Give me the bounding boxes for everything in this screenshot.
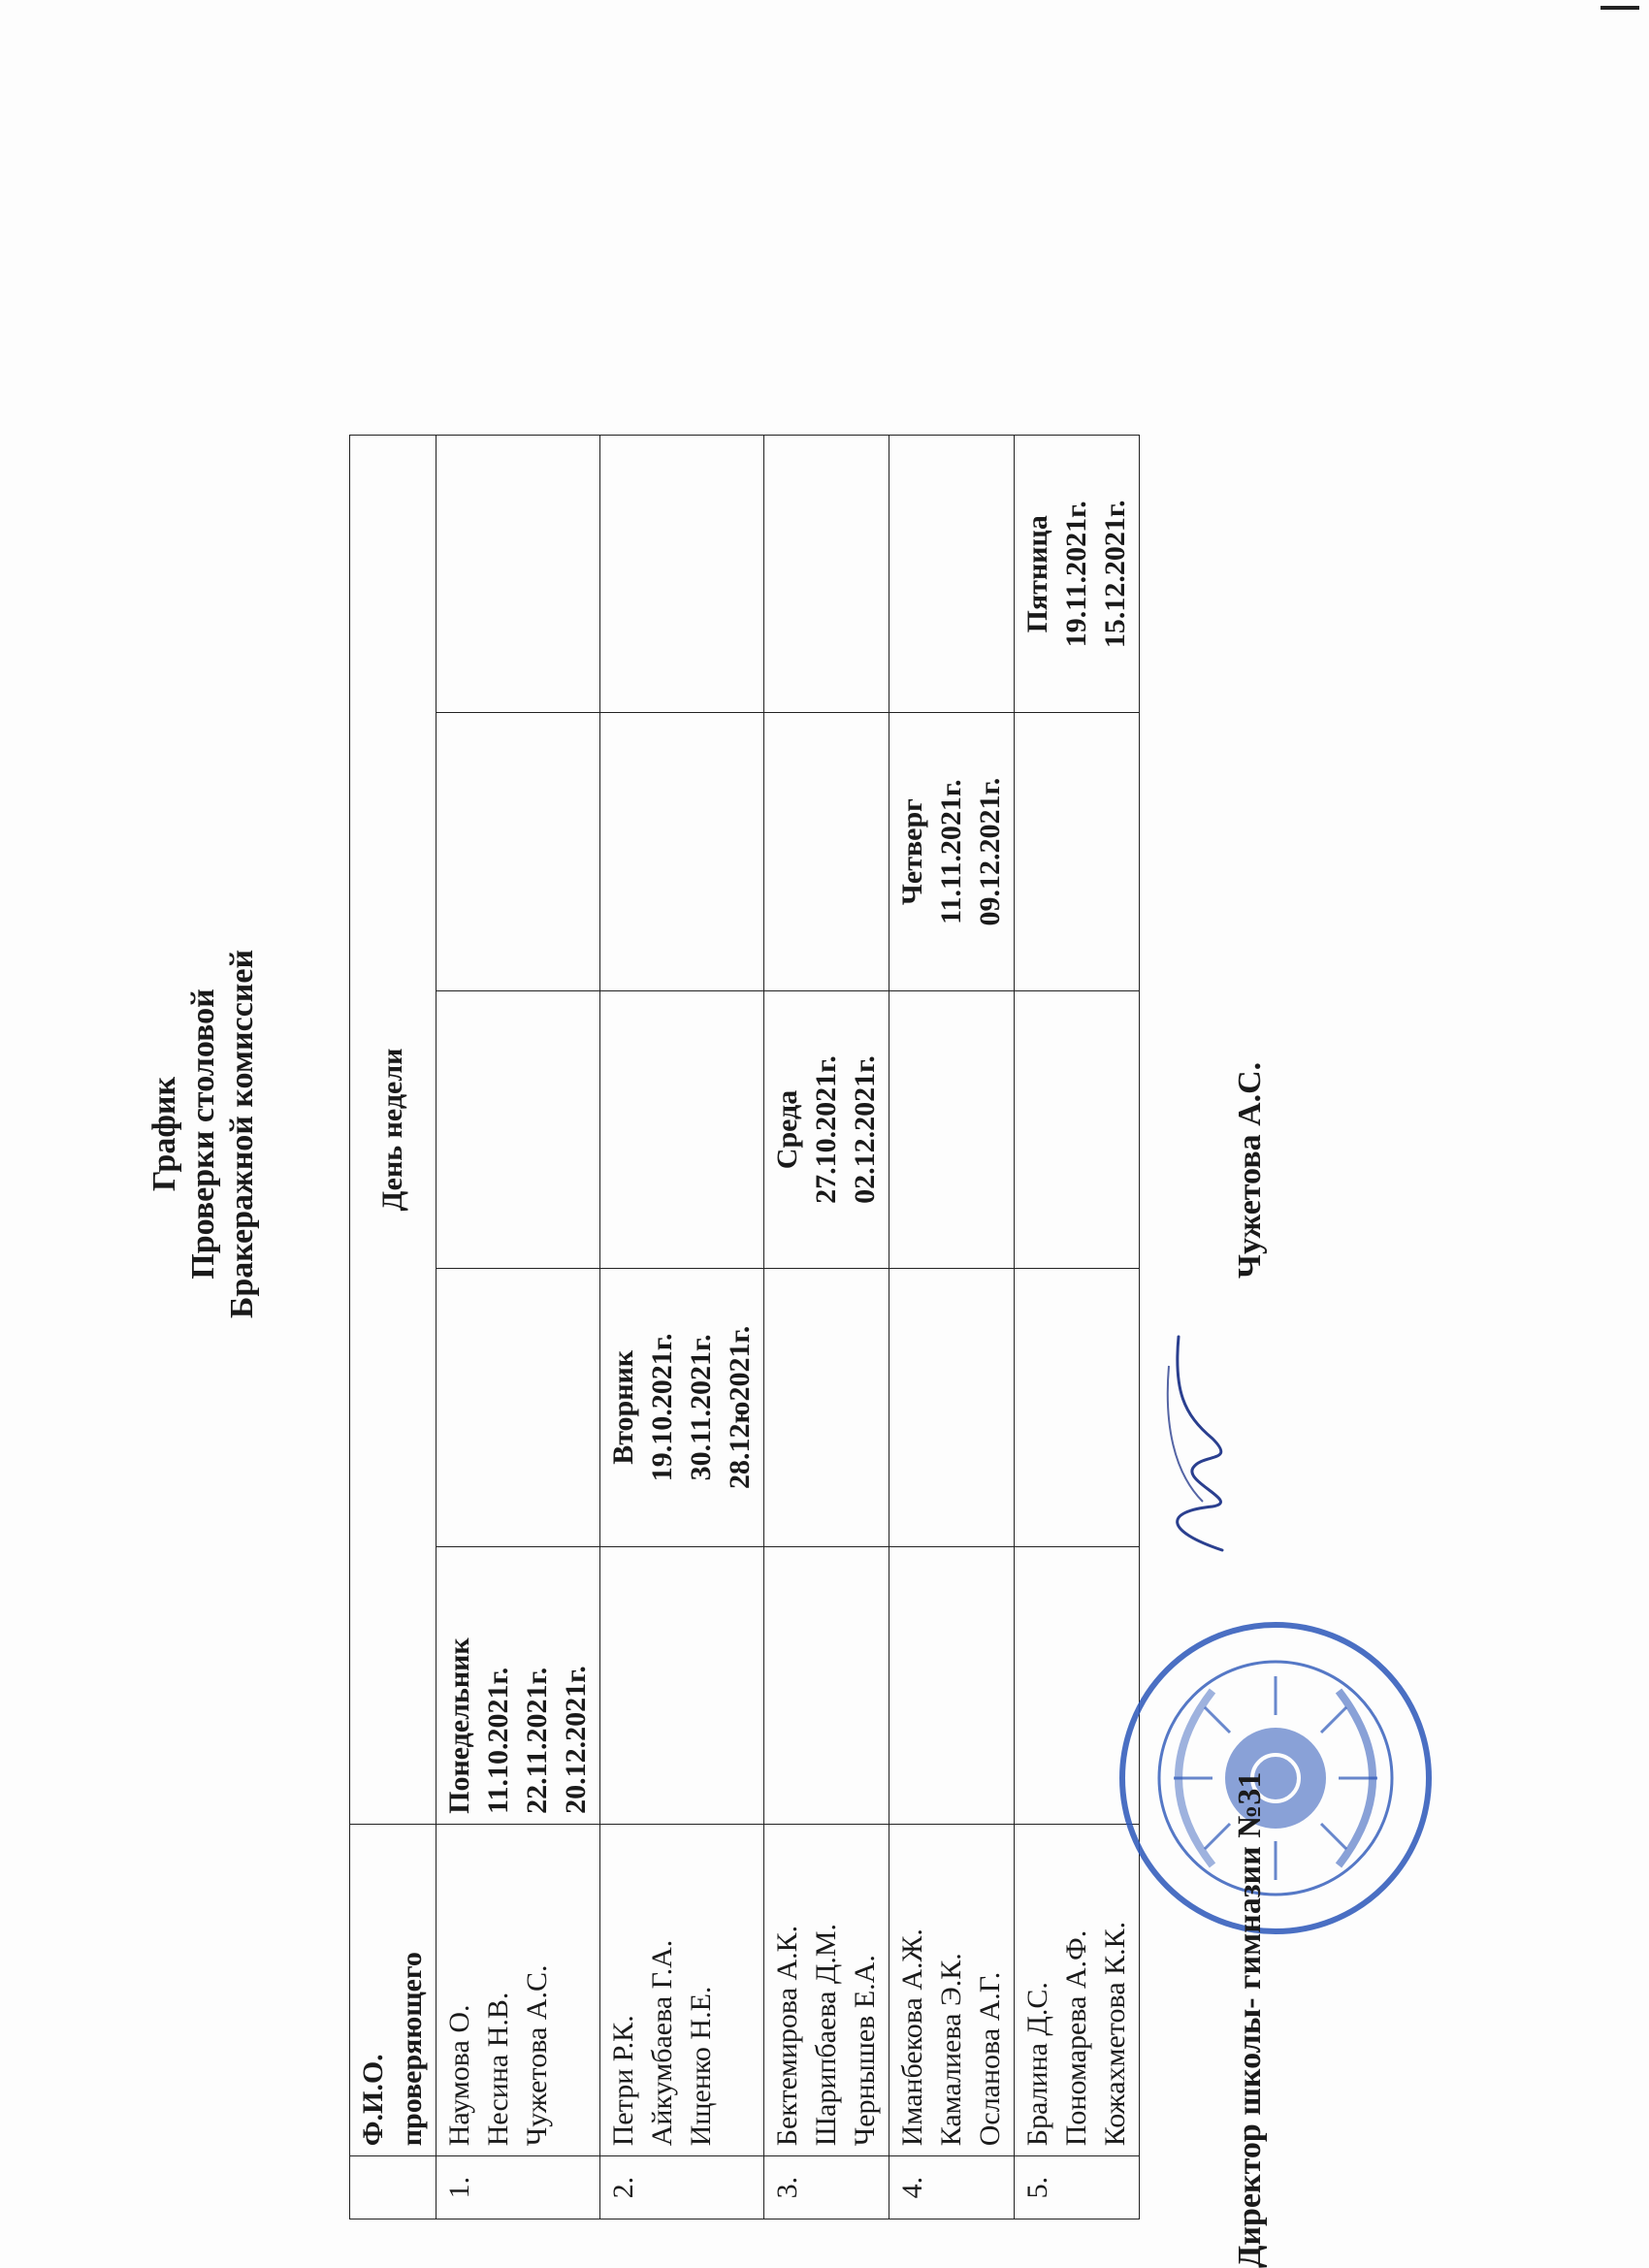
date-line: 30.11.2021г. (685, 1334, 717, 1481)
empty-cell (436, 1269, 600, 1546)
empty-cell (764, 713, 889, 990)
day-name: Вторник (607, 1349, 639, 1465)
empty-cell (436, 713, 600, 990)
day-name: Понедельник (443, 1637, 475, 1814)
school-seal-stamp (1116, 1618, 1436, 1938)
empty-cell (1015, 1269, 1140, 1546)
empty-cell (889, 436, 1015, 713)
name-line: Шарипбаева Д.М. (810, 1923, 842, 2147)
table-row (764, 436, 889, 2219)
name-line: Ищенко Н.Е. (685, 1986, 717, 2147)
document-subtitle-2: Бракеражной комиссией (224, 949, 260, 1319)
empty-cell (600, 990, 764, 1268)
date-line: 11.10.2021г. (482, 1667, 514, 1814)
table-row (889, 436, 1015, 2219)
date-line: 02.12.2021г. (849, 1055, 881, 1204)
handwritten-signature (1145, 1327, 1251, 1560)
date-line: 19.11.2021г. (1060, 501, 1092, 648)
day-cell-monday (436, 1546, 600, 1824)
empty-cell (600, 713, 764, 990)
header-day-cell: День недели (350, 436, 436, 1825)
row-number: 5. (1015, 2156, 1140, 2219)
director-name: Чужетова А.С. (1232, 1061, 1268, 1279)
empty-cell (1015, 990, 1140, 1268)
empty-cell (1015, 713, 1140, 990)
name-line: Пономарева А.Ф. (1060, 1929, 1092, 2147)
row-names (764, 1824, 889, 2155)
table-row (1015, 436, 1140, 2219)
name-line: Чернышев Е.А. (849, 1955, 881, 2147)
empty-cell (889, 990, 1015, 1268)
schedule-table (349, 435, 1140, 2219)
row-number: 4. (889, 2156, 1015, 2219)
table-header-row (350, 436, 436, 2219)
document-subtitle: Проверки столовой (185, 988, 221, 1280)
day-name: Четверг (896, 798, 928, 906)
empty-cell (600, 1546, 764, 1824)
day-name: Пятница (1021, 515, 1053, 633)
empty-cell (764, 1269, 889, 1546)
header-num-cell (350, 2156, 436, 2219)
row-names (436, 1824, 600, 2155)
document-title: График (146, 1076, 182, 1192)
header-fio-line-1: Ф.И.О. (357, 2054, 389, 2147)
empty-cell (436, 436, 600, 713)
name-line: Бектемирова А.К. (771, 1925, 803, 2147)
date-line: 11.11.2021г. (935, 779, 967, 924)
table-row (436, 436, 600, 2219)
name-line: Несина Н.В. (482, 1992, 514, 2147)
row-number: 2. (600, 2156, 764, 2219)
date-line: 28.12ю2021г. (724, 1325, 756, 1489)
empty-cell (436, 990, 600, 1268)
date-line: 27.10.2021г. (810, 1055, 842, 1204)
empty-cell (764, 436, 889, 713)
name-line: Бралина Д.С. (1021, 1982, 1053, 2147)
day-cell-friday (1015, 436, 1140, 713)
director-title: Директор школы- гимназии №31 (1232, 1771, 1268, 2268)
date-line: 19.10.2021г. (646, 1333, 678, 1482)
empty-cell (889, 1546, 1015, 1824)
header-fio-line-2: проверяющего (396, 1952, 428, 2147)
date-line: 15.12.2021г. (1099, 500, 1131, 649)
day-name: Среда (771, 1089, 803, 1170)
name-line: Чужетова А.С. (521, 1964, 553, 2147)
date-line: 20.12.2021г. (560, 1666, 592, 1814)
name-line: Иманбекова А.Ж. (896, 1928, 928, 2147)
header-fio-cell (350, 1824, 436, 2155)
day-cell-wednesday (764, 990, 889, 1268)
empty-cell (889, 1269, 1015, 1546)
table-row (600, 436, 764, 2219)
date-line: 09.12.2021г. (974, 777, 1006, 926)
row-names (889, 1824, 1015, 2155)
empty-cell (764, 1546, 889, 1824)
name-line: Камалиева Э.К. (935, 1953, 967, 2147)
name-line: Айкумбаева Г.А. (646, 1939, 678, 2147)
day-cell-thursday (889, 713, 1015, 990)
day-cell-tuesday (600, 1269, 764, 1546)
name-line: Петри Р.К. (607, 2015, 639, 2147)
row-number: 1. (436, 2156, 600, 2219)
name-line: Наумова О. (443, 2004, 475, 2147)
row-number: 3. (764, 2156, 889, 2219)
date-line: 22.11.2021г. (521, 1667, 553, 1814)
name-line: Кожахметова К.К. (1099, 1921, 1131, 2147)
row-names (600, 1824, 764, 2155)
empty-cell (600, 436, 764, 713)
name-line: Осланова А.Г. (974, 1971, 1006, 2147)
